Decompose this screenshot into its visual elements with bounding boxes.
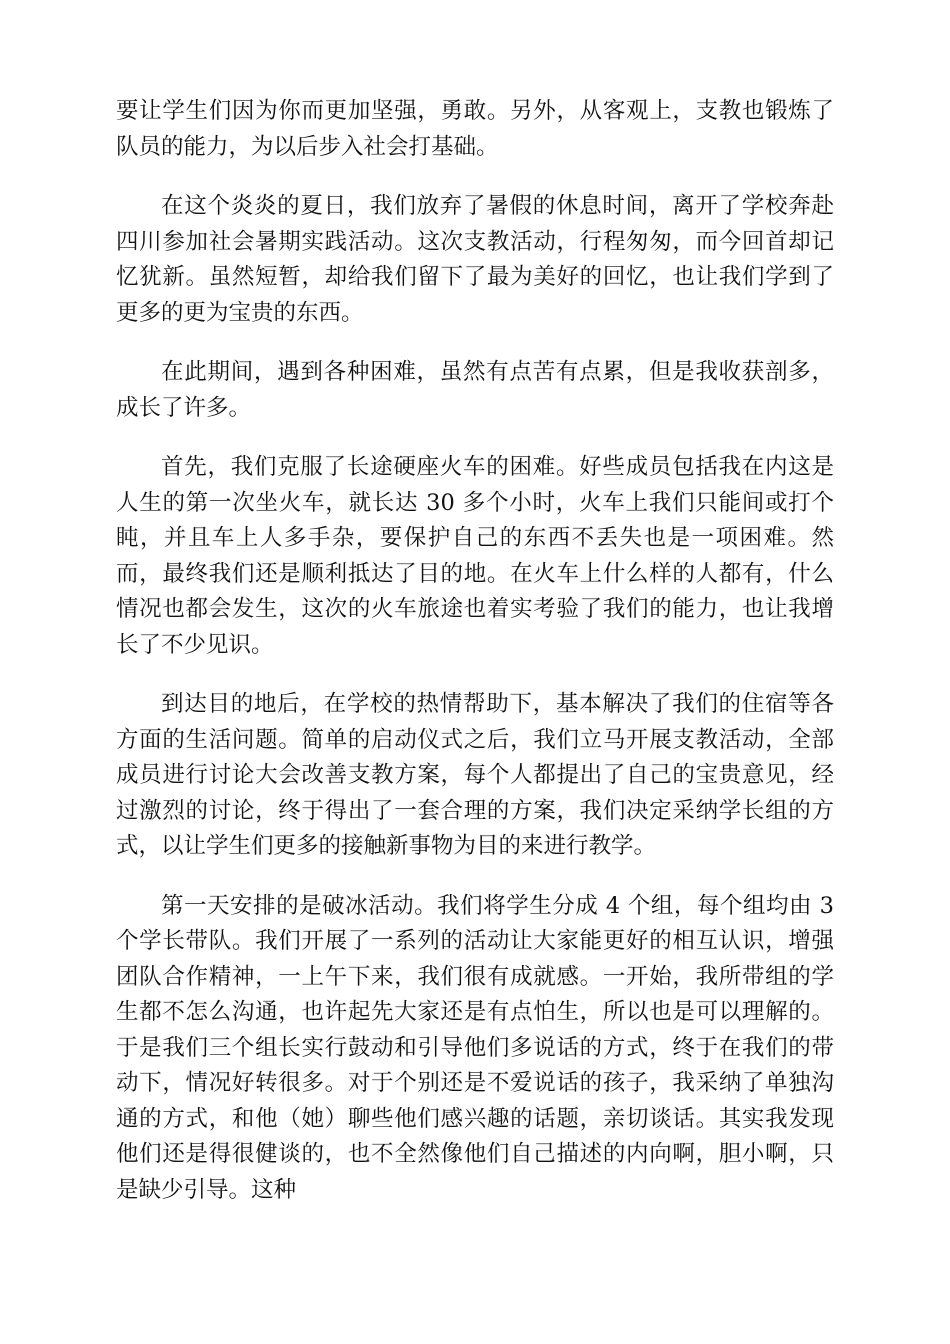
paragraph-6: 第一天安排的是破冰活动。我们将学生分成 4 个组，每个组均由 3 个学长带队。我们开展了一系列的活动让大家能更好的相互认识，增强团队合作精神，一上午下来，我们很有成就感。一开始，我所带组的学生都不怎么沟通，也许起先大家还是有点怕生，所以也是可以理解的。于是我们三个组长实行鼓动和引导他们多说话的方式，终于在我们的带动下，情况好转很多。对于个别还是不爱说话的孩子，我采纳了单独沟通的方式，和他（她）聊些他们感兴趣的话题，亲切谈话。其实我发现他们还是得很健谈的，也不全然像他们自己描述的内向啊，胆小啊，只是缺少引导。这种 bbox=[116, 892, 834, 1203]
paragraph-2: 在这个炎炎的夏日，我们放弃了暑假的休息时间，离开了学校奔赴四川参加社会暑期实践活动。这次支教活动，行程匆匆，而今回首却记忆犹新。虽然短暂，却给我们留下了最为美好的回忆，也让我们学到了更多的更为宝贵的东西。 bbox=[116, 193, 834, 326]
paragraph-5: 到达目的地后，在学校的热情帮助下，基本解决了我们的住宿等各方面的生活问题。简单的启动仪式之后，我们立马开展支教活动，全部成员进行讨论大会改善支教方案，每个人都提出了自己的宝贵意见，经过激烈的讨论，终于得出了一套合理的方案，我们决定采纳学长组的方式，以让学生们更多的接触新事物为目的来进行教学。 bbox=[116, 691, 834, 859]
paragraph-1: 要让学生们因为你而更加坚强，勇敢。另外，从客观上，支教也锻炼了队员的能力，为以后步入社会打基础。 bbox=[116, 98, 834, 160]
paragraph-3: 在此期间，遇到各种困难，虽然有点苦有点累，但是我收获剖多，成长了许多。 bbox=[116, 359, 834, 421]
paragraph-4: 首先，我们克服了长途硬座火车的困难。好些成员包括我在内这是人生的第一次坐火车，就长达 30 多个小时，火车上我们只能间或打个盹，并且车上人多手杂，要保护自己的东西不丢失也是一项困难。然而，最终我们还是顺利抵达了目的地。在火车上什么样的人都有，什么情况也都会发生，这次的火车旅途也着实考验了我们的能力，也让我增长了不少见识。 bbox=[116, 454, 834, 658]
document-body bbox=[116, 94, 834, 1232]
